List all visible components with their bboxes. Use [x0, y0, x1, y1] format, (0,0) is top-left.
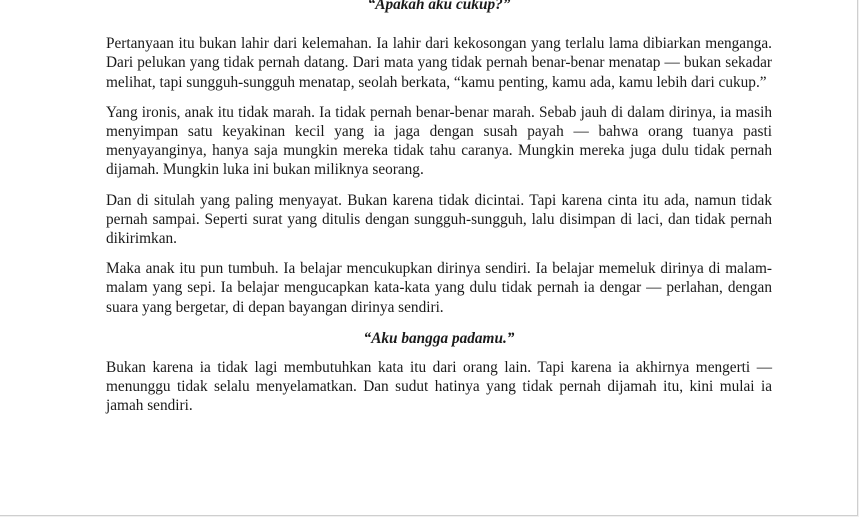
- section-heading-proud: “Aku bangga padamu.”: [363, 329, 515, 347]
- document-body: [106, 0, 772, 427]
- section-heading-question: “Apakah aku cukup?”: [367, 0, 511, 13]
- paragraph-1: Pertanyaan itu bukan lahir dari kelemahan. Ia lahir dari kekosongan yang terlalu lama dibiarkan menganga. Dari pelukan yang tidak pernah datang. Dari mata yang tidak pernah benar-benar menatap — bukan sekadar melihat, tapi sungguh-sungguh menatap, seolah berkata, “kamu penting, kamu ada, kamu lebih dari cukup.”: [106, 35, 772, 91]
- paragraph-3: Dan di situlah yang paling menyayat. Bukan karena tidak dicintai. Tapi karena cinta itu ada, namun tidak pernah sampai. Seperti surat yang ditulis dengan sungguh-sungguh, lalu disimpan di laci, dan tidak pernah dikirimkan.: [106, 191, 772, 248]
- paragraph-5: Bukan karena ia tidak lagi membutuhkan kata itu dari orang lain. Tapi karena ia akhirnya mengerti — menunggu tidak selalu menyelamatkan. Dan sudut hatinya yang tidak pernah dijamah itu, kini mulai ia jamah sendiri.: [106, 359, 772, 415]
- paragraph-2: Yang ironis, anak itu tidak marah. Ia tidak pernah benar-benar marah. Sebab jauh di dalam dirinya, ia masih menyimpan satu keyakinan kecil yang ia jaga dengan susah payah — bahwa orang tuanya pasti menyayanginya, hanya saja mungkin mereka tidak tahu caranya. Mungkin mereka juga dulu tidak pernah dijamah. Mungkin luka ini bukan miliknya seorang.: [106, 103, 772, 179]
- paragraph-4: Maka anak itu pun tumbuh. Ia belajar mencukupkan dirinya sendiri. Ia belajar memeluk dirinya di malam-malam yang sepi. Ia belajar mengucapkan kata-kata yang dulu tidak pernah ia dengar — perlahan, dengan suara yang bergetar, di depan bayangan dirinya sendiri.: [106, 260, 772, 316]
